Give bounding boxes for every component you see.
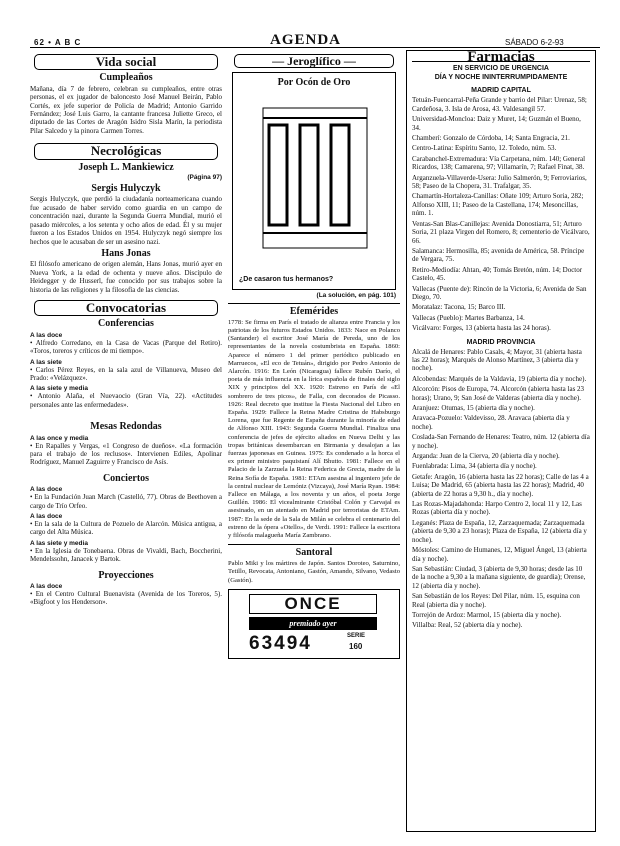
obituary-name-2: Sergis Hulyczyk: [91, 183, 161, 195]
pharmacy-entry: Arganzuela-Villaverde-Usera: Julio Salmerón, 9; Ferroviarios, 58; Paseo de la Chopera, 31. Trafalgar, 35.: [412, 173, 587, 191]
pharmacy-entry: Moratalaz: Tacona, 15; Barco III.: [412, 303, 506, 312]
capital-list: [412, 96, 590, 332]
obituary-name-1: Joseph L. Mankiewicz: [78, 161, 174, 173]
pharmacy-entry: Centro-Latina: Espíritu Santo, 12. Toledo, núm. 53.: [412, 144, 557, 153]
pharmacy-entry: Chamartín-Hortaleza-Canillas: Oñate 109; Arturo Soria, 282; Alfonso XIII, 11; Paseo de la Castellana, 174; Mesoncillas, núm. 1.: [412, 192, 584, 218]
once-number: 63494: [249, 632, 312, 654]
puzzle-question: ¿De casaron tus hermanos?: [239, 276, 334, 284]
conferencias-list: [30, 332, 222, 409]
pharmacy-entry: Arganda: Juan de la Cierva, 20 (abierta día y noche).: [412, 452, 560, 461]
pharmacy-entry: Fuenlabrada: Lima, 34 (abierta día y noche).: [412, 462, 537, 471]
farmacias-heading: Farmacias: [412, 53, 590, 62]
obituary-name-3: Hans Jonas: [101, 247, 151, 259]
event-time: A las doce: [30, 331, 63, 339]
puzzle-box: [232, 72, 396, 290]
pharmacy-entry: Tetuán-Fuencarral-Peña Grande y barrio del Pilar: Urenaz, 58; Cardeñosa, 3. Isla de Arosa, 43. Valdesangil 57.: [412, 96, 587, 113]
convocatorias-heading: Convocatorias: [34, 300, 218, 316]
event-description: • Alfredo Corredano, en la Casa de Vacas (Parque del Retiro). «Toros, toreros y críticos de mi tiempo».: [30, 338, 222, 356]
obituary-text-2: Sergis Hulyczyk, que perdió la ciudadanía norteamericana cuando fue acusado de haber servido como guardia en un campo de concentración nazi, durante la Segunda Guerra Mundial, murió el pasado miércoles, a los setenta y ocho años de edad. Él y su mujer fueron a los Estados Unidos en 1954. Hulyczyk negó siempre los hechos que le acusaban de ser un asesino nazi.: [30, 195, 222, 246]
jeroglifico-heading: — Jeroglífico —: [234, 54, 394, 68]
column-middle: [228, 50, 400, 659]
proyecciones-list: [30, 583, 222, 607]
pharmacy-entry: Getafe: Aragón, 16 (abierta hasta las 22 horas); Calle de las 4 a Luisa; De Madrid, 65 (abierta hasta las 22 horas); Madrid, 40 (abierta de 22 horas a 9,30 h., día y noche).: [412, 472, 589, 498]
puzzle-image: [255, 103, 375, 253]
provincia-list: [412, 348, 590, 630]
efemerides-heading: Efemérides: [289, 306, 339, 318]
column-right: [406, 50, 596, 832]
pharmacy-entry: Villalba: Real, 52 (abierta día y noche).: [412, 621, 523, 630]
obituary-page-ref: (Página 97): [187, 174, 222, 182]
pharmacy-entry: Leganés: Plaza de España, 12, Zarzaquemada; Zarzaquemada (abierta de 9,30 a 23 horas); Plaza de España, 12 (abierta día y noche).: [412, 518, 587, 544]
once-tagline: premiado ayer: [249, 617, 377, 630]
once-logo: ONCE: [249, 594, 377, 614]
event-time: A las siete: [30, 358, 62, 366]
vida-social-heading: Vida social: [34, 54, 218, 70]
once-serie: 160: [349, 641, 363, 651]
provincia-heading: MADRID PROVINCIA: [466, 338, 536, 346]
page-header: [0, 0, 620, 48]
event-description: • En la sala de la Cultura de Pozuelo de Alarcón. Música antigua, a cargo del Alta Música.: [30, 520, 222, 537]
conferencias-heading: Conferencias: [98, 318, 154, 330]
event-time: A las doce: [30, 486, 63, 494]
pharmacy-entry: Coslada-San Fernando de Henares: Teatro, núm. 12 (abierta día y noche).: [412, 433, 590, 450]
once-serie-label: SERIE: [347, 632, 366, 639]
pharmacy-entry: Universidad-Moncloa: Daiz y Muret, 14; Guzmán el Bueno, 34.: [412, 115, 581, 132]
section-title: AGENDA: [270, 32, 342, 48]
event-time: A las doce: [30, 583, 63, 591]
header-rule: [30, 47, 600, 48]
pharmacy-entry: Salamanca: Hermosilla, 85; avenida de América, 58. Príncipe de Vergara, 75.: [412, 246, 585, 264]
conciertos-heading: Conciertos: [102, 472, 150, 484]
cumpleanos-heading: Cumpleaños: [99, 72, 153, 84]
pharmacy-entry: Vallecas (Pueblo): Martes Barbanza, 14.: [412, 313, 525, 322]
event-description: • En la Iglesia de Tonebaena. Obras de Vivaldi, Bach, Boccherini, Mendelssohn, Janacek y Bartok.: [30, 546, 222, 564]
once-ad: [228, 589, 400, 659]
pharmacy-entry: Aranjuez: Otumas, 15 (abierta día y noche).: [412, 404, 535, 412]
obituary-text-3: El filósofo americano de origen alemán, Hans Jonas, murió ayer en Nueva York, a la edad de ochenta y nueve años. Discípulo de Heidegger y de Husserl, fue conocido por sus trabajos sobre la historia de las religiones y la filosofía de las ciencias.: [30, 260, 222, 294]
event-time: A las siete y media: [30, 539, 88, 547]
pharmacy-entry: Carabanchel-Extremadura: Vía Carpetana, núm. 140; General Ricardos, 138; Camarena, 97; Villamarín, 7; Rafael Finat, 38.: [412, 154, 586, 172]
event-description: • Antonio Alaña, el Nuevaocio (Gran Vía, 22). «Actitudes personales ante las enfermedades».: [30, 392, 222, 409]
farmacias-sub2: DÍA Y NOCHE ININTERRUMPIDAMENTE: [434, 74, 568, 82]
pharmacy-entry: Alcalá de Henares: Pablo Casals, 4; Mayor, 31 (abierta hasta las 22 horas); Marqués de Alonso Martínez, 3 (abierta día y noche).: [412, 347, 582, 373]
necrologicas-heading: Necrológicas: [34, 143, 218, 159]
pharmacy-entry: San Sebastián: Ciudad, 3 (abierta de 9,30 horas; desde las 10 de la noche a 9,30 a la mañana siguiente, de guardia); Orense, 12 (abierta día y noche).: [412, 564, 586, 590]
efemerides-text: 1778: Se firma en París el tratado de alianza entre Francia y los patriotas de los futuros Estados Unidos. 1833: Nace en Polanco (Santander) el escritor José María de Pereda, uno de los representantes de la novela costumbrista en España. 1860: Aparece el número 1 del primer periódico publicado en Marruecos, «El eco de Tetuán», dirigido por Pedro Antonio de Alarcón. 1916: En León (Nicaragua) fallece Rubén Darío, el poeta de más influencia en la lírica española de finales del siglo XIX y principios del XX. 1920: Estreno en París de «El sombrero de tres picos», de Falla, con decorados de Picasso. 1926: Real decreto que institue la Fiesta Nacional del Libro en España. 1929: Fallece la Reina Madre Cristina de Habsburgo Lorena, que fue Regente de España durante la minoría de edad de Alfonso XIII. 1943: Segunda Guerra Mundial. Finaliza una conferencia de jefes de ejército aliados en Nueva Delhi y las tropas británicas desembarcan en Birmania y desalojan a las fuerzas japonesas en Guinea. 1975: Es condenado a la horca el ex primer ministro paquistaní Alí Bhutto. 1981: Fallece en el Palacio de la Zarzuela la Reina Federica de Grecia, madre de la Reina Sofía de España. 1981: ETAm asesina al ingeniero jefe de la central nuclear de Lemóniz (Vizcaya), José María Ryan. 1984: Fallece en Málaga, a los noventa y un años, el poeta Jorge Guillén. 1986: El vicealmirante Cristóbal Colón y Carvajal es asesinado, en un atentado en Madrid por terroristas de ETAm. 1987: En la sede de la Sala de Milán se celebra el centenario del estreno de la ópera «Otello», de Verdi. 1991: Fallece la escritora y filósofa malagueña María Zambrano.: [228, 318, 400, 540]
event-description: • En el Centro Cultural Buenavista (Avenida de los Toreros, 5). «Bigfoot y los Henderson».: [30, 590, 222, 607]
mesas-heading: Mesas Redondas: [90, 421, 162, 433]
cumpleanos-text: Mañana, día 7 de febrero, celebran su cumpleaños, entre otras personas, el ex jugador de baloncesto José Manuel Beirán, Pablo Cortés, ex jefe superior de Policía de Madrid; Antonio Garrido Fernández; José Luis Garro, la cantante francesa Juliette Greco, el diputado de las Cortes de Aragón Isidro Sisla Marín, la periodista Pilar Salcedo y la pinora Carmen Torres.: [30, 84, 222, 135]
farmacias-sub1: EN SERVICIO DE URGENCIA: [453, 65, 549, 73]
capital-heading: MADRID CAPITAL: [471, 87, 531, 95]
pharmacy-entry: Vicálvaro: Forges, 13 (abierta hasta las 24 horas).: [412, 324, 551, 333]
puzzle-author: Por Ocón de Oro: [277, 77, 351, 89]
jeroglifico-title: Jeroglífico: [287, 54, 341, 68]
santoral-heading: Santoral: [295, 547, 333, 559]
event-time: A las siete y media: [30, 385, 88, 393]
proyecciones-heading: Proyecciones: [98, 569, 154, 581]
column-left: [30, 50, 222, 607]
pharmacy-entry: Ventas-San Blas-Canillejas: Avenida Donostiarra, 51; Arturo Soria, 21 plaza Virgen del Romero, 8; cementerio de Vicálvaro, 66.: [412, 219, 590, 245]
event-description: • En Rapalles y Vergas, «1 Congreso de dueños». «La formación para el trabajo de los reclusos». Intervienen Ediles, Apolinar Rodríguez, Manuel Zaguirre y Francisco de Asís.: [30, 441, 222, 467]
page-number: 62 • A B C: [34, 38, 82, 47]
santoral-text: Pablo Miki y los mártires de Japón. Santos Doroteo, Saturnino, Tetillo, Revocata, Antoniano, Gastón, Amando, Silvano, Vedasto (Gastón).: [228, 559, 400, 584]
pharmacy-entry: Alcobendas: Marqués de la Valdavia, 19 (abierta día y noche).: [412, 374, 587, 383]
pharmacy-entry: Vallecas (Puente de): Rincón de la Victoria, 6; Avenida de San Diego, 70.: [412, 284, 587, 301]
puzzle-solution: (La solución, en pág. 101): [316, 292, 396, 300]
pharmacy-entry: Móstoles: Camino de Humanes, 12, Miguel Ángel, 13 (abierta día y noche).: [412, 546, 587, 563]
event-description: • Carlos Pérez Reyes, en la sala azul de Villanueva, Museo del Prado: «Velázquez».: [30, 365, 222, 382]
conciertos-list: [30, 486, 222, 563]
pharmacy-entry: Retiro-Mediodía: Ahtan, 40; Tomás Bretón, núm. 14; Doctor Castelo, 45.: [412, 265, 583, 283]
event-time: A las doce: [30, 513, 63, 521]
pharmacy-entry: Chamberí: Gonzalo de Córdoba, 14; Santa Engracia, 21.: [412, 134, 570, 143]
event-time: A las once y media: [30, 434, 89, 442]
pharmacy-entry: San Sebastián de los Reyes: Del Pilar, núm. 15, esquina con Real (abierta día y noche).: [412, 592, 580, 609]
pharmacy-entry: Torrejón de Ardoz: Marmol, 15 (abierta día y noche).: [412, 610, 562, 619]
pharmacy-entry: Alcorcón: Pisos de Europa, 74. Alcorcón (abierta hasta las 23 horas); Urano, 9; San José de Valderas (abierta día y noche).: [412, 385, 585, 402]
page-date: SÁBADO 6-2-93: [505, 38, 564, 47]
divider: [228, 544, 400, 545]
pharmacy-entry: Aravaca-Pozuelo: Valdevisso, 28. Aravaca (abierta día y noche).: [412, 414, 570, 431]
pharmacy-entry: Las Rozas-Majadahonda: Harpo Centro 2, local 11 y 12, Las Rozas (abierta día y noche).: [412, 500, 582, 517]
event-description: • En la Fundación Juan March (Castelló, 77). Obras de Beethoven a cargo de Trío Orfeo.: [30, 493, 222, 510]
divider: [228, 303, 400, 304]
mesas-list: [30, 435, 222, 467]
